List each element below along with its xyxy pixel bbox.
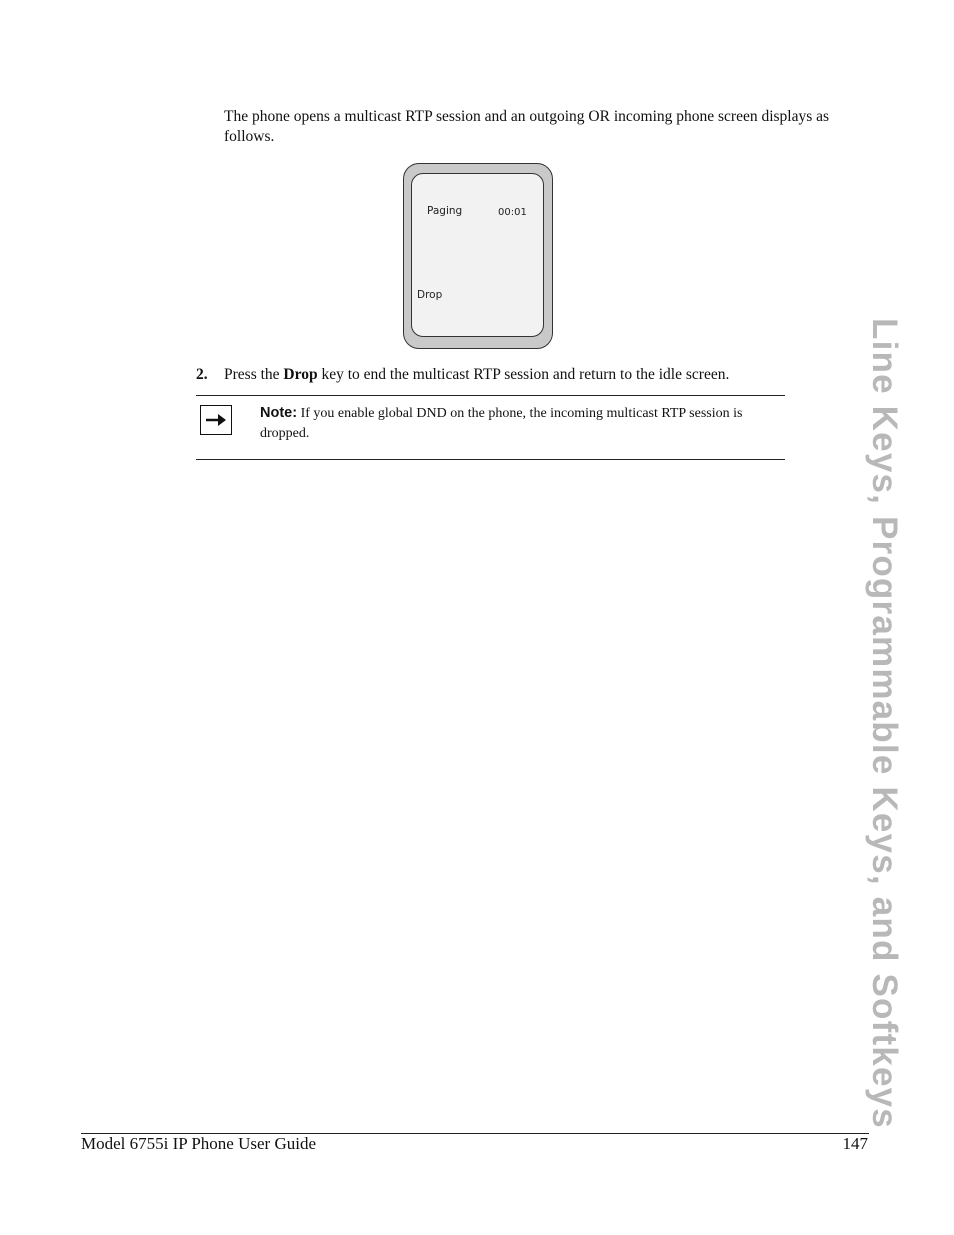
note-label: Note: bbox=[260, 405, 298, 421]
drop-softkey-label: Drop bbox=[417, 289, 443, 301]
chapter-side-tab: Line Keys, Programmable Keys, and Softkeys bbox=[865, 318, 904, 1129]
step-prefix: Press the bbox=[224, 366, 284, 383]
note-body: If you enable global DND on the phone, the incoming multicast RTP session is dropped. bbox=[260, 406, 743, 441]
call-timer: 00:01 bbox=[498, 207, 527, 218]
note-bottom-rule bbox=[196, 459, 785, 460]
intro-paragraph: The phone opens a multicast RTP session and an outgoing OR incoming phone screen displays as follows. bbox=[224, 108, 830, 145]
note-text bbox=[260, 403, 785, 444]
footer-guide-title: Model 6755i IP Phone User Guide bbox=[81, 1134, 316, 1153]
step-number: 2. bbox=[196, 366, 208, 383]
step-suffix: key to end the multicast RTP session and return to the idle screen. bbox=[317, 366, 730, 383]
paging-label: Paging bbox=[427, 205, 463, 217]
note-top-rule bbox=[196, 395, 785, 396]
drop-key-name: Drop bbox=[283, 366, 318, 383]
step-text bbox=[224, 365, 729, 385]
arrow-right-icon bbox=[200, 405, 232, 435]
phone-screen bbox=[411, 173, 544, 337]
phone-display-illustration bbox=[403, 163, 553, 349]
page-number: 147 bbox=[842, 1134, 868, 1153]
